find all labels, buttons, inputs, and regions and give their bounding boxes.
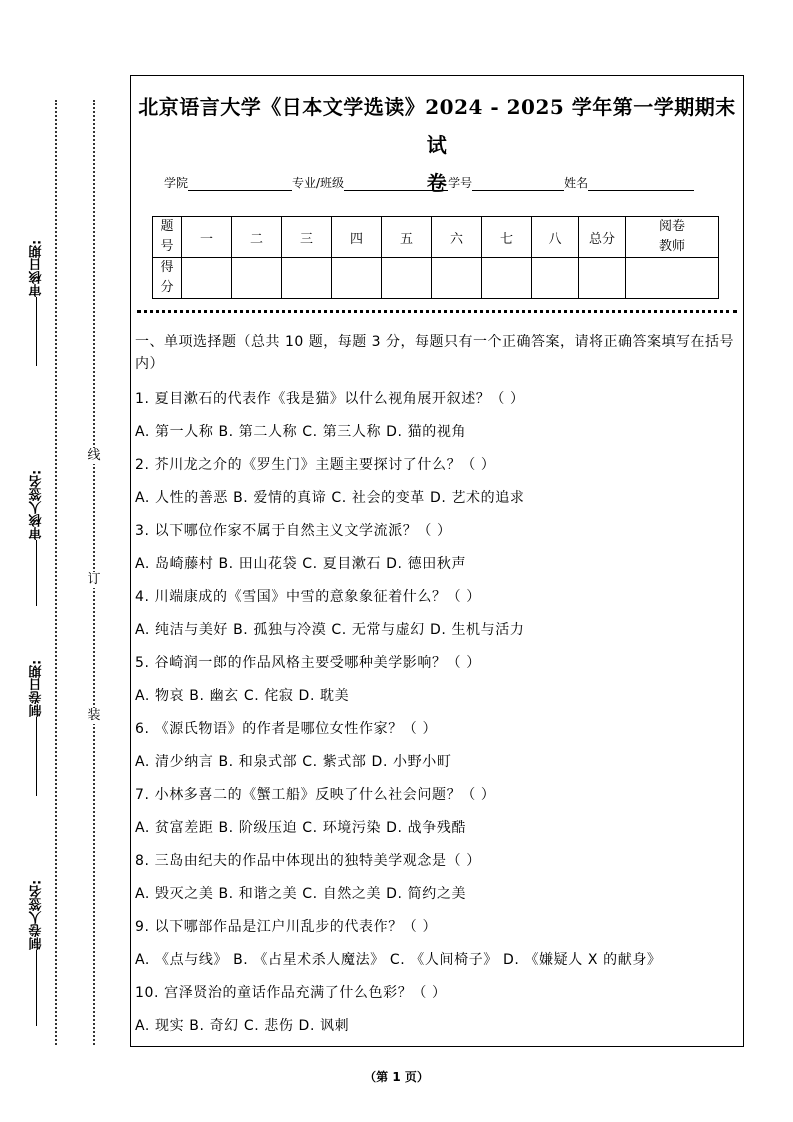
binding-char-bind: 订 <box>87 572 101 587</box>
col-total: 总分 <box>579 217 626 258</box>
score-cell[interactable] <box>432 258 482 299</box>
question-stem: 9. 以下哪部作品是江户川乱步的代表作？（ ） <box>135 919 438 935</box>
binding-label-review-date: 审核日期: <box>26 240 48 370</box>
row-label-question-no: 题号 <box>153 217 182 258</box>
binding-label-preparer-signature: 制卷人签名: <box>26 880 48 1030</box>
question-stem: 2. 芥川龙之介的《罗生门》主题主要探讨了什么？（ ） <box>135 457 496 473</box>
score-cell[interactable] <box>532 258 579 299</box>
exam-title: 北京语言大学《日本文学选读》2024 - 2025 学年第一学期期末试 卷 <box>138 95 736 195</box>
signature-underline <box>37 297 38 366</box>
question-stem: 5. 谷崎润一郎的作品风格主要受哪种美学影响？（ ） <box>135 655 481 671</box>
score-cell[interactable] <box>332 258 382 299</box>
question-options: A. 人性的善恶 B. 爱情的真谛 C. 社会的变革 D. 艺术的追求 <box>135 490 525 506</box>
score-cell[interactable] <box>382 258 432 299</box>
field-name-input[interactable] <box>588 178 694 191</box>
binding-label-prepare-date: 制卷日期: <box>26 660 48 800</box>
score-table <box>152 216 719 299</box>
col-grader: 阅卷教师 <box>626 217 719 258</box>
row-label-score: 得分 <box>153 258 182 299</box>
question-options: A. 贫富差距 B. 阶级压迫 C. 环境污染 D. 战争残酷 <box>135 820 467 836</box>
question-stem: 3. 以下哪位作家不属于自然主义文学流派？（ ） <box>135 523 452 539</box>
dotted-separator <box>137 310 737 313</box>
question-stem: 4. 川端康成的《雪国》中雪的意象象征着什么？（ ） <box>135 589 481 605</box>
binding-char-line: 线 <box>87 448 101 463</box>
col-3: 三 <box>282 217 332 258</box>
binding-char-pack: 装 <box>87 708 101 723</box>
question-stem: 1. 夏目漱石的代表作《我是猫》以什么视角展开叙述？（ ） <box>135 391 525 407</box>
score-table-header-row <box>153 217 719 258</box>
section-heading: 一、单项选择题（总共 10 题，每题 3 分，每题只有一个正确答案，请将正确答案填写在括号内） <box>135 334 735 372</box>
field-id-label: 学号 <box>448 176 473 190</box>
question-stem: 6. 《源氏物语》的作者是哪位女性作家？（ ） <box>135 721 438 737</box>
question-stem: 10. 宫泽贤治的童话作品充满了什么色彩？（ ） <box>135 985 447 1001</box>
score-cell-total[interactable] <box>579 258 626 299</box>
binding-label-reviewer-signature: 审核人签名: <box>26 470 48 610</box>
question-options: A. 纯洁与美好 B. 孤独与冷漠 C. 无常与虚幻 D. 生机与活力 <box>135 622 525 638</box>
question-options: A. 清少纳言 B. 和泉式部 C. 紫式部 D. 小野小町 <box>135 754 452 770</box>
question-options: A. 物哀 B. 幽玄 C. 侘寂 D. 耽美 <box>135 688 350 704</box>
question-stem: 8. 三岛由纪夫的作品中体现出的独特美学观念是（ ） <box>135 853 481 869</box>
score-table-score-row <box>153 258 719 299</box>
question-list <box>135 383 739 1043</box>
col-7: 七 <box>482 217 532 258</box>
field-college-label: 学院 <box>164 176 189 190</box>
field-major-input[interactable] <box>344 178 448 191</box>
score-cell[interactable] <box>482 258 532 299</box>
question-options: A. 《点与线》 B. 《占星术杀人魔法》 C. 《人间椅子》 D. 《嫌疑人 X 的献身》 <box>135 952 662 968</box>
student-info-line <box>164 174 694 191</box>
col-6: 六 <box>432 217 482 258</box>
signature-underline <box>37 717 38 796</box>
score-cell[interactable] <box>182 258 232 299</box>
col-8: 八 <box>532 217 579 258</box>
exam-frame <box>130 75 744 1047</box>
question-options: A. 毁灭之美 B. 和谐之美 C. 自然之美 D. 简约之美 <box>135 886 467 902</box>
question-options: A. 现实 B. 奇幻 C. 悲伤 D. 讽刺 <box>135 1018 350 1034</box>
score-cell-grader[interactable] <box>626 258 719 299</box>
score-cell[interactable] <box>282 258 332 299</box>
page-number: （第 1 页） <box>364 1070 429 1084</box>
col-4: 四 <box>332 217 382 258</box>
field-college-input[interactable] <box>188 178 292 191</box>
signature-underline <box>37 950 38 1026</box>
question-options: A. 第一人称 B. 第二人称 C. 第三人称 D. 猫的视角 <box>135 424 467 440</box>
col-2: 二 <box>232 217 282 258</box>
field-name-label: 姓名 <box>564 176 589 190</box>
binding-dotted-line-left <box>55 100 57 1045</box>
question-options: A. 岛崎藤村 B. 田山花袋 C. 夏目漱石 D. 德田秋声 <box>135 556 467 572</box>
field-major-label: 专业/班级 <box>292 176 345 190</box>
signature-underline <box>37 540 38 606</box>
col-5: 五 <box>382 217 432 258</box>
question-section <box>135 331 739 1043</box>
question-stem: 7. 小林多喜二的《蟹工船》反映了什么社会问题？（ ） <box>135 787 496 803</box>
field-id-input[interactable] <box>472 178 564 191</box>
score-cell[interactable] <box>232 258 282 299</box>
col-1: 一 <box>182 217 232 258</box>
